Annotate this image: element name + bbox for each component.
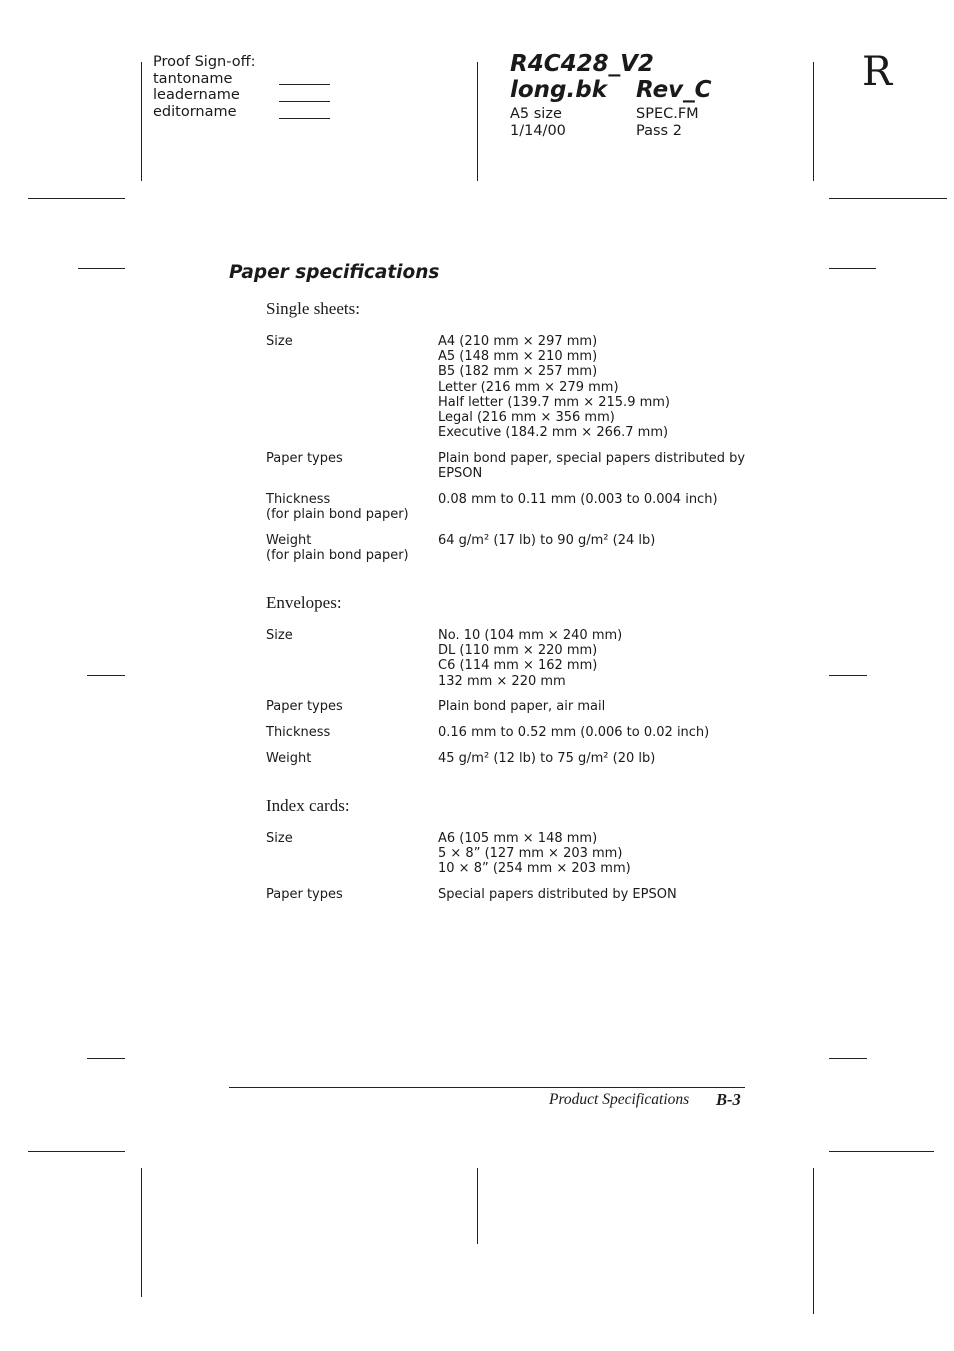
spec-value (438, 725, 748, 740)
spec-value-line: Special papers distributed by EPSON (438, 887, 677, 902)
spec-label (266, 725, 431, 740)
spec-label (266, 751, 431, 766)
doc-title-line2: long.bk (510, 77, 608, 103)
spec-label-line: Thickness (266, 725, 331, 740)
spec-value-line: DL (110 mm × 220 mm) (438, 643, 598, 659)
doc-date: 1/14/00 (510, 123, 566, 139)
signoff-blank (279, 84, 330, 85)
crop-mark-horizontal (28, 1151, 125, 1152)
crop-mark-vertical (813, 1168, 814, 1314)
spec-value-line: No. 10 (104 mm × 240 mm) (438, 628, 623, 643)
spec-label (266, 451, 431, 466)
group-heading-index-cards: Index cards: (266, 796, 350, 815)
crop-mark-vertical (477, 62, 478, 181)
spec-value (438, 751, 748, 766)
crop-mark-horizontal (829, 198, 947, 199)
crop-mark-horizontal (78, 268, 125, 269)
spec-label-line: Paper types (266, 887, 343, 902)
spec-value-line: A6 (105 mm × 148 mm) (438, 831, 598, 846)
spec-value-line: EPSON (438, 466, 483, 482)
spec-label-line: Weight (266, 751, 312, 766)
doc-revision: Rev_C (636, 77, 712, 103)
spec-value-line: Half letter (139.7 mm × 215.9 mm) (438, 394, 670, 410)
crop-mark-horizontal (829, 1058, 867, 1059)
crop-mark-horizontal (829, 675, 867, 676)
spec-value (438, 831, 748, 877)
spec-value-line: 45 g/m² (12 lb) to 75 g/m² (20 lb) (438, 751, 656, 766)
spec-value-line: Legal (216 mm × 356 mm) (438, 410, 615, 426)
crop-mark-horizontal (87, 675, 125, 676)
crop-mark-vertical (141, 1168, 142, 1297)
spec-label (266, 492, 431, 522)
doc-size: A5 size (510, 106, 562, 122)
spec-value-line: B5 (182 mm × 257 mm) (438, 364, 598, 380)
spec-label-line: Size (266, 831, 293, 846)
proof-signoff (153, 54, 255, 120)
spec-value (438, 699, 748, 714)
spec-value-line: 64 g/m² (17 lb) to 90 g/m² (24 lb) (438, 533, 656, 548)
group-heading-envelopes: Envelopes: (266, 593, 342, 612)
proof-name-editor: editorname (153, 103, 237, 120)
spec-value-line: 0.08 mm to 0.11 mm (0.003 to 0.004 inch) (438, 492, 718, 507)
spec-label-line: Weight (266, 533, 312, 548)
crop-mark-vertical (141, 62, 142, 181)
signoff-blank (279, 118, 330, 119)
spec-label-line: (for plain bond paper) (266, 548, 409, 564)
spec-value-line: 10 × 8” (254 mm × 203 mm) (438, 861, 631, 877)
spec-value (438, 628, 748, 689)
spec-label-line: Paper types (266, 451, 343, 466)
spec-value-line: 5 × 8” (127 mm × 203 mm) (438, 846, 623, 862)
group-heading-single-sheets: Single sheets: (266, 299, 360, 318)
footer-chapter-title: Product Specifications (549, 1091, 690, 1108)
spec-value-line: Plain bond paper, special papers distributed by (438, 451, 746, 466)
spec-value (438, 492, 748, 507)
crop-mark-vertical (813, 62, 814, 181)
spec-value-line: Executive (184.2 mm × 266.7 mm) (438, 425, 669, 441)
crop-mark-horizontal (829, 268, 876, 269)
spec-label-line: Thickness (266, 492, 331, 507)
spec-label (266, 628, 431, 643)
doc-pass: Pass 2 (636, 123, 682, 139)
spec-value-line: A4 (210 mm × 297 mm) (438, 334, 598, 349)
spec-label-line: (for plain bond paper) (266, 507, 409, 523)
spec-value-line: Plain bond paper, air mail (438, 699, 606, 714)
proof-heading: Proof Sign-off: (153, 54, 256, 70)
spec-label (266, 334, 431, 349)
spec-label (266, 831, 431, 846)
crop-mark-horizontal (87, 1058, 125, 1059)
spec-label (266, 533, 431, 563)
spec-label-line: Size (266, 628, 293, 643)
spec-value-line: C6 (114 mm × 162 mm) (438, 658, 598, 674)
section-title: Paper specifications (229, 262, 440, 283)
spec-label (266, 699, 431, 714)
spec-value-line: 132 mm × 220 mm (438, 673, 566, 689)
spec-value (438, 334, 748, 440)
spec-value (438, 533, 748, 548)
spec-value-line: Letter (216 mm × 279 mm) (438, 379, 619, 395)
crop-mark-vertical (477, 1168, 478, 1244)
spec-label-line: Paper types (266, 699, 343, 714)
crop-mark-horizontal (829, 1151, 934, 1152)
spec-value-line: A5 (148 mm × 210 mm) (438, 349, 598, 365)
doc-file: SPEC.FM (636, 106, 699, 122)
footer-page-number: B-3 (716, 1090, 741, 1109)
footer-rule (229, 1087, 745, 1088)
spec-label-line: Size (266, 334, 293, 349)
spec-label (266, 887, 431, 902)
registration-mark: R (862, 49, 893, 95)
spec-value (438, 451, 748, 481)
proof-name-tanto: tantoname (153, 70, 233, 87)
signoff-blank (279, 101, 330, 102)
spec-value (438, 887, 748, 902)
proof-name-leader: leadername (153, 87, 240, 104)
spec-value-line: 0.16 mm to 0.52 mm (0.006 to 0.02 inch) (438, 725, 710, 740)
crop-mark-horizontal (28, 198, 125, 199)
doc-title-line1: R4C428_V2 (510, 51, 654, 77)
